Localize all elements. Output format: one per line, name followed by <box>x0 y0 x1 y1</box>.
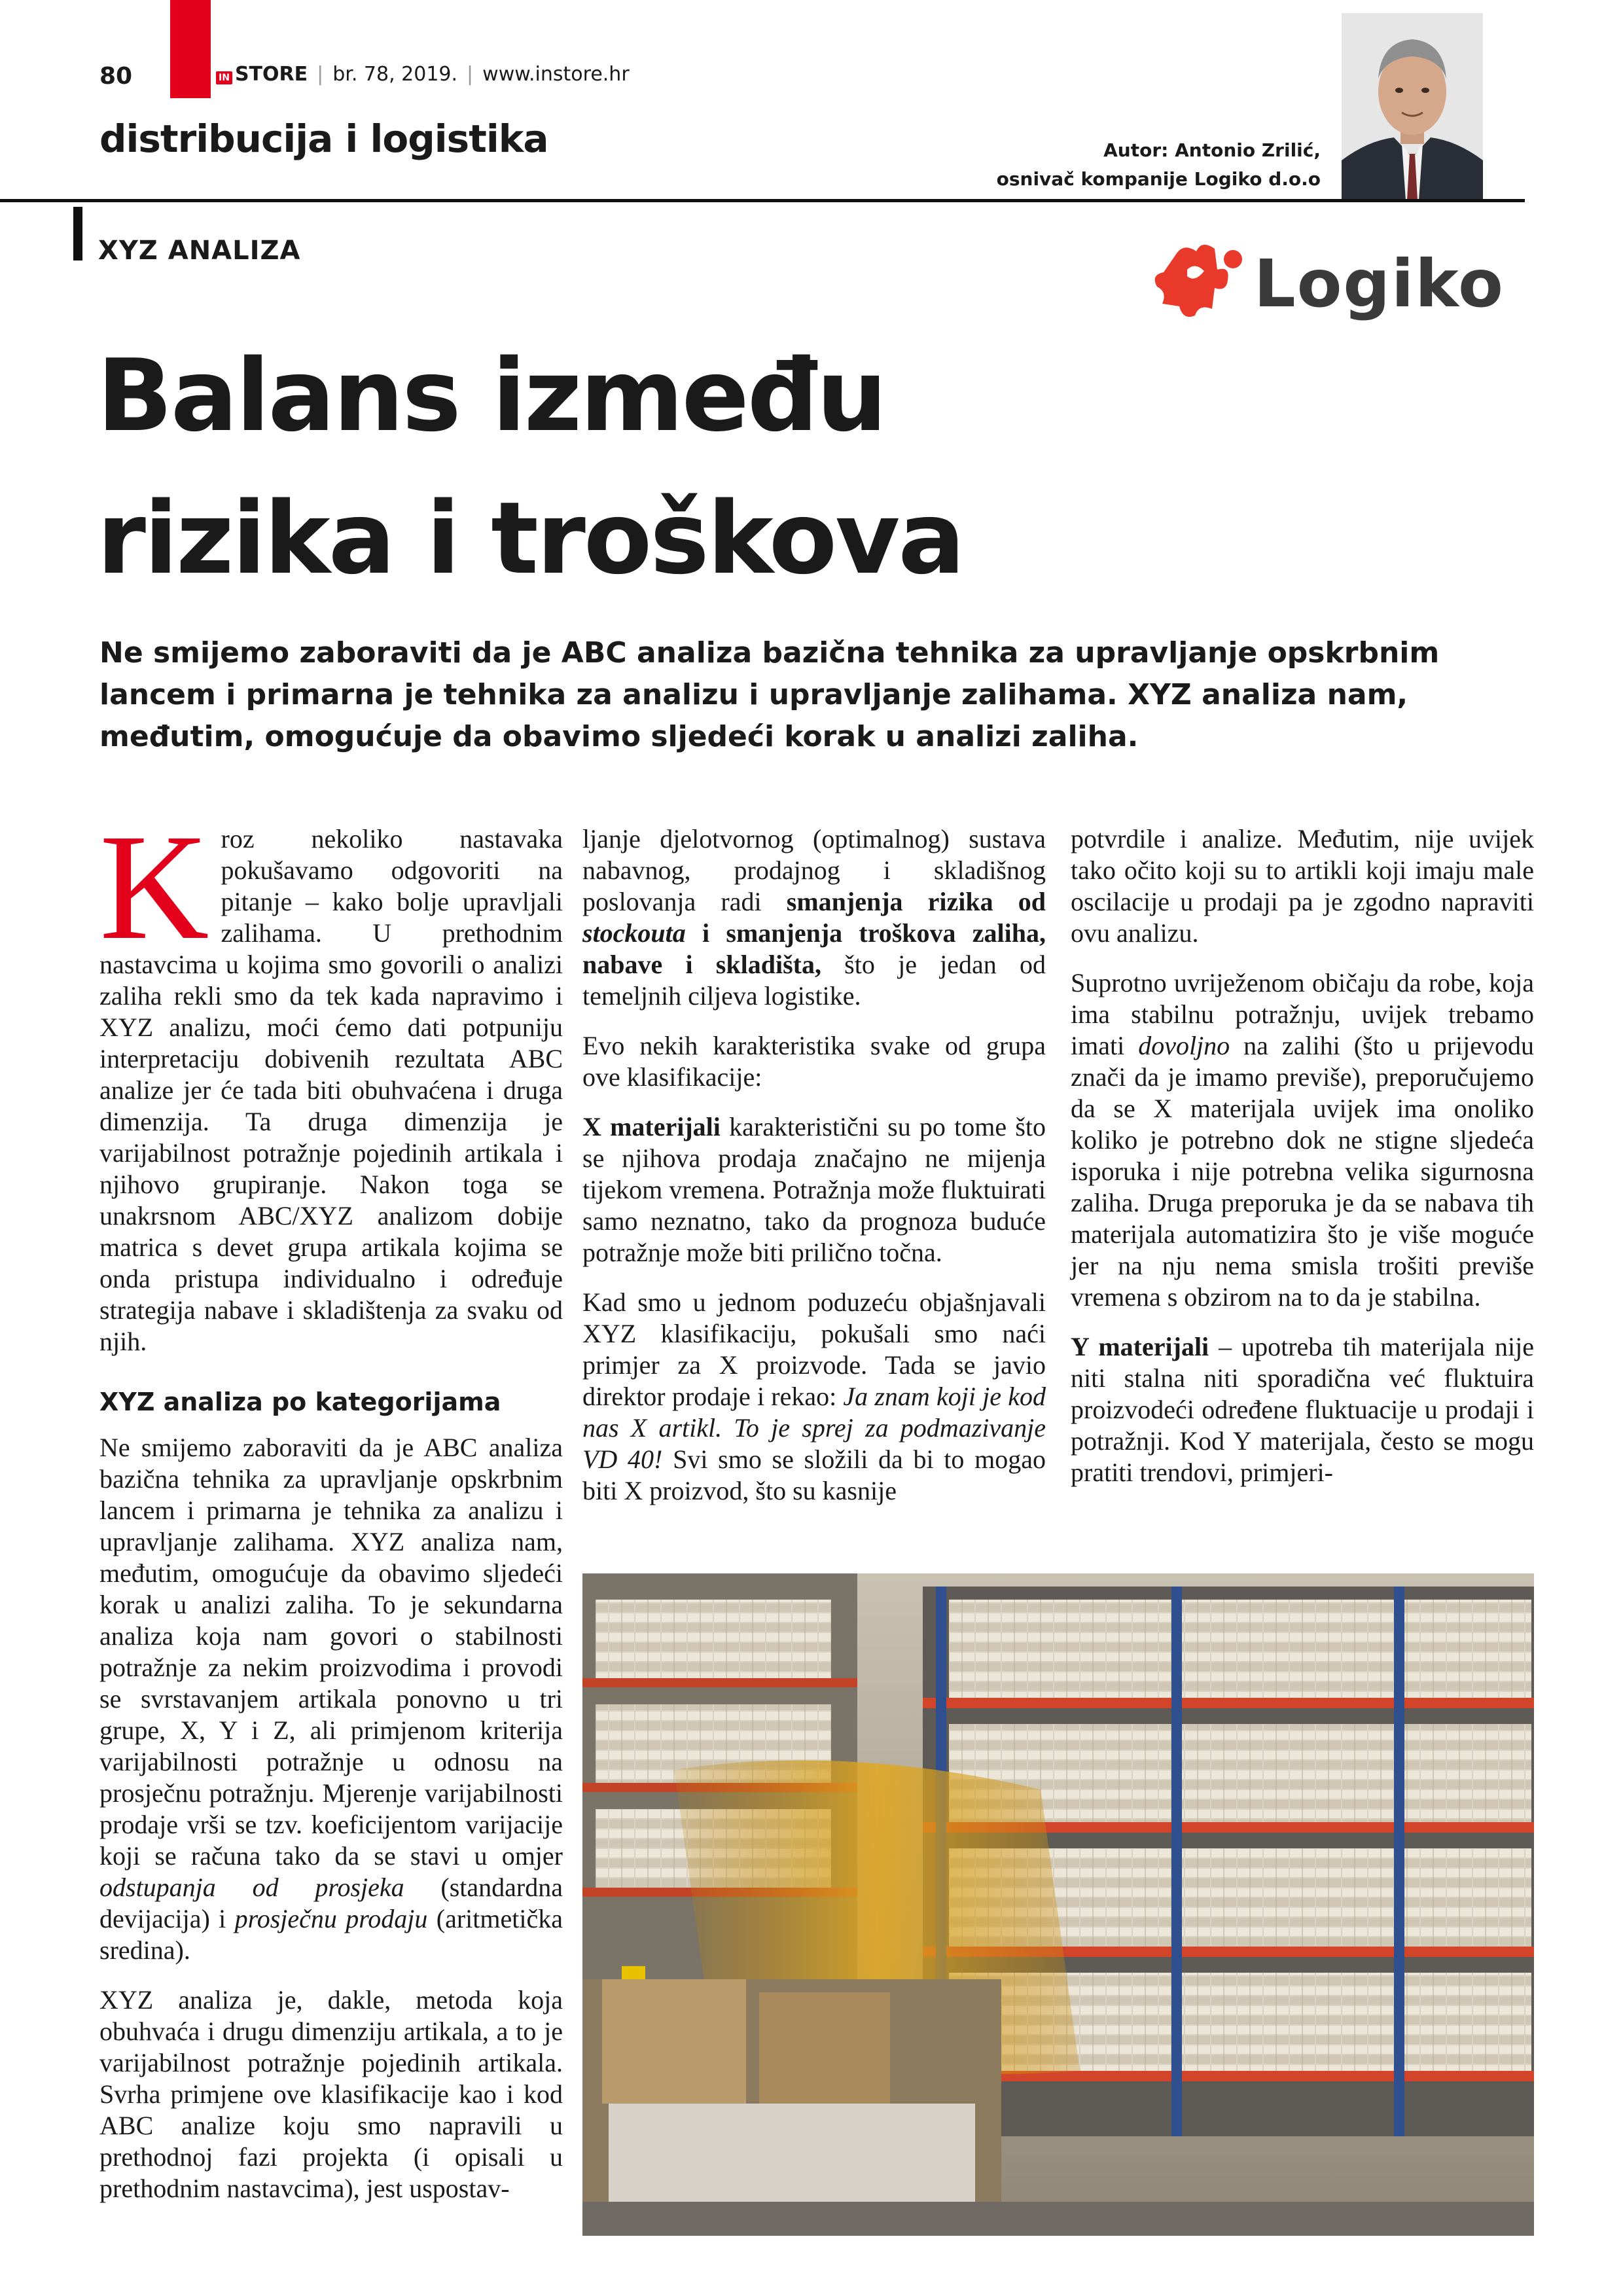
author-name: Autor: Antonio Zrilić, <box>1103 139 1321 161</box>
magazine-badge: IN <box>216 71 232 84</box>
paragraph <box>99 1432 563 1966</box>
paragraph-text: (standardna devijacija) i <box>99 1873 563 1933</box>
issue-number: br. 78, 2019. <box>332 63 458 86</box>
header-rule <box>0 199 1525 202</box>
page-number: 80 <box>99 63 133 90</box>
warehouse-illustration <box>582 1573 1534 2236</box>
kicker-bar <box>73 207 82 260</box>
magazine-name <box>216 63 308 86</box>
paragraph <box>1071 1331 1534 1488</box>
section-title: distribucija i logistika <box>99 117 548 161</box>
article-lead: Ne smijemo zaboraviti da je ABC analiza bazična tehnika za upravljanje opskrbnim lancem i primarna je tehnika za analizu i upravljanje zalihama. XYZ analiza nam, međutim, omogućuje da obavimo sljedeći korak u analizi zaliha. <box>99 636 1440 753</box>
kicker-label: XYZ ANALIZA <box>98 236 301 266</box>
paragraph-text: – upotreba tih materijala nije niti stalna niti sporadična već fluktuira proizvodeći određene fluktuacije u prodaji i potražnji. Kod Y materijala, često se mogu pratiti trendovi, primjeri- <box>1071 1332 1534 1487</box>
paragraph <box>1071 967 1534 1313</box>
logiko-logo <box>1149 236 1529 334</box>
italic-text: Ja znam koji je kod nas X artikl. To je sprej za podmazivanje VD 40! <box>582 1382 1046 1474</box>
paragraph-text: Suprotno uvriježenom običaju da robe, koja ima stabilnu potražnju, uvijek trebamo imati <box>1071 968 1534 1060</box>
logo-wordmark: Logiko <box>1254 245 1505 322</box>
paragraph-text: Ne smijemo zaboraviti da je ABC analiza bazična tehnika za upravljanje opskrbnim lancem i primarna je tehnika za analizu i upravljanje zalihama. XYZ analiza nam, međutim, omogućuje da obavimo sljedeći korak u analizi zaliha. To je sekundarna analiza koja nam govori o stabilnosti potražnje za nekim proizvodima i provodi se svrstavanjem artikala ponovno u tri grupe, X, Y i Z, ali primjenom kriterija varijabilnosti potražnje u odnosu na prosječnu potražnju. Mjerenje varijabilnosti prodaje vrši se tzv. koeficijentom varijacije koji se računa tako da se stavi u omjer <box>99 1433 563 1871</box>
paragraph-text: na zalihi (što u prijevodu znači da je imamo previše), preporučujemo da se X materijala uvijek ima onoliko koliko je potrebno dok ne stigne sljedeća isporuka i nije potrebna velika sigurnosna zaliha. Druga preporuka je da se nabava tih materijala automatizira što je više moguće jer na nju nema smisla trošiti previše vremena s obzirom na to da je stabilna. <box>1071 1031 1534 1312</box>
paragraph-text: što je jedan od temeljnih ciljeva logistike. <box>582 950 1046 1011</box>
author-credit <box>997 136 1321 194</box>
paragraph-text: (aritmetička sredina). <box>99 1904 563 1965</box>
website-link[interactable]: www.instore.hr <box>482 63 630 86</box>
column-1 <box>99 803 563 2223</box>
separator: | <box>317 63 324 86</box>
italic-text: dovoljno <box>1138 1031 1230 1060</box>
separator: | <box>467 63 474 86</box>
bold-text: X materijali <box>582 1112 721 1141</box>
paragraph-text: Svi smo se složili da bi to mogao biti X proizvod, što su kasnije <box>582 1444 1046 1505</box>
paragraph <box>582 823 1046 1012</box>
paragraph <box>582 1111 1046 1268</box>
paragraph-text: roz nekoliko nastavaka pokušavamo odgovoriti na pitanje – kako bolje upravljali zalihama. U prethodnim nastavcima u kojima smo govorili o analizi zaliha rekli smo da tek kada napravimo i XYZ analizu, moći ćemo dati potpuniju interpretaciju dobivenih rezultata ABC analize jer će tada biti obuhvaćena i druga dimenzija. Ta druga dimenzija je varijabilnost potražnje pojedinih artikala i njihovo grupiranje. Nakon toga se unakrsnom ABC/XYZ analizom dobije matrica s devet grupa artikala kojima se onda pristupa individualno i određuje strategija nabave i skladištenja za svaku od njih. <box>99 824 563 1356</box>
paragraph <box>99 803 563 1357</box>
author-role: osnivač kompanije Logiko d.o.o <box>996 168 1321 190</box>
subheading: XYZ analiza po kategorijama <box>99 1388 501 1416</box>
puzzle-logo-icon <box>1149 236 1529 334</box>
warehouse-photo <box>582 1573 1534 2236</box>
column-3 <box>1071 823 1534 1507</box>
bold-text: Y materijali <box>1071 1332 1209 1361</box>
magazine-store: STORE <box>234 63 308 86</box>
bold-text: smanjenja rizika od <box>786 887 1046 916</box>
author-portrait-illustration <box>1342 13 1483 200</box>
paragraph <box>582 1287 1046 1507</box>
bold-text: i smanjenja troškova zaliha, nabave i skladišta, <box>582 918 1046 979</box>
paragraph: Evo nekih karakteristika svake od grupa ove klasifikacije: <box>582 1031 1046 1092</box>
bold-italic-text: stockouta <box>582 918 686 948</box>
paragraph-text: ljanje djelotvornog (optimalnog) sustava nabavnog, prodajnog i skladišnog poslovanja radi <box>582 824 1046 916</box>
italic-text: prosječnu prodaju <box>234 1904 428 1933</box>
author-photo <box>1342 13 1483 200</box>
magazine-line <box>216 63 630 86</box>
column-2 <box>582 823 1046 1525</box>
header-red-tab <box>170 0 211 98</box>
paragraph: XYZ analiza je, dakle, metoda koja obuhvaća i drugu dimenziju artikala, a to je varijabilnost potražnje pojedinih artikala. Svrha primjene ove klasifikacije kao i kod ABC analize koju smo napravili u prethodnoj fazi projekta (i opisali u prethodnim nastavcima), jest uspostav- <box>99 1985 563 2203</box>
paragraph-text: karakteristični su po tome što se njihova prodaja značajno ne mijenja tijekom vremena. Potražnja može fluktuirati samo neznatno, tako da prognoza buduće potražnje može biti prilično točna. <box>582 1112 1046 1267</box>
headline-line-2: rizika i troškova <box>97 480 963 596</box>
article-headline <box>97 325 963 610</box>
headline-line-1: Balans između <box>97 338 885 454</box>
paragraph-text: Kad smo u jednom poduzeću objašnjavali XYZ klasifikaciju, pokušali smo naći primjer za X proizvode. Tada se javio direktor prodaje i rekao: <box>582 1287 1046 1411</box>
italic-text: odstupanja od prosjeka <box>99 1873 404 1902</box>
drop-cap: K <box>99 803 209 971</box>
paragraph: potvrdile i analize. Međutim, nije uvijek tako očito koji su to artikli koji imaju male oscilacije u prodaji pa je zgodno napraviti ovu analizu. <box>1071 824 1534 948</box>
